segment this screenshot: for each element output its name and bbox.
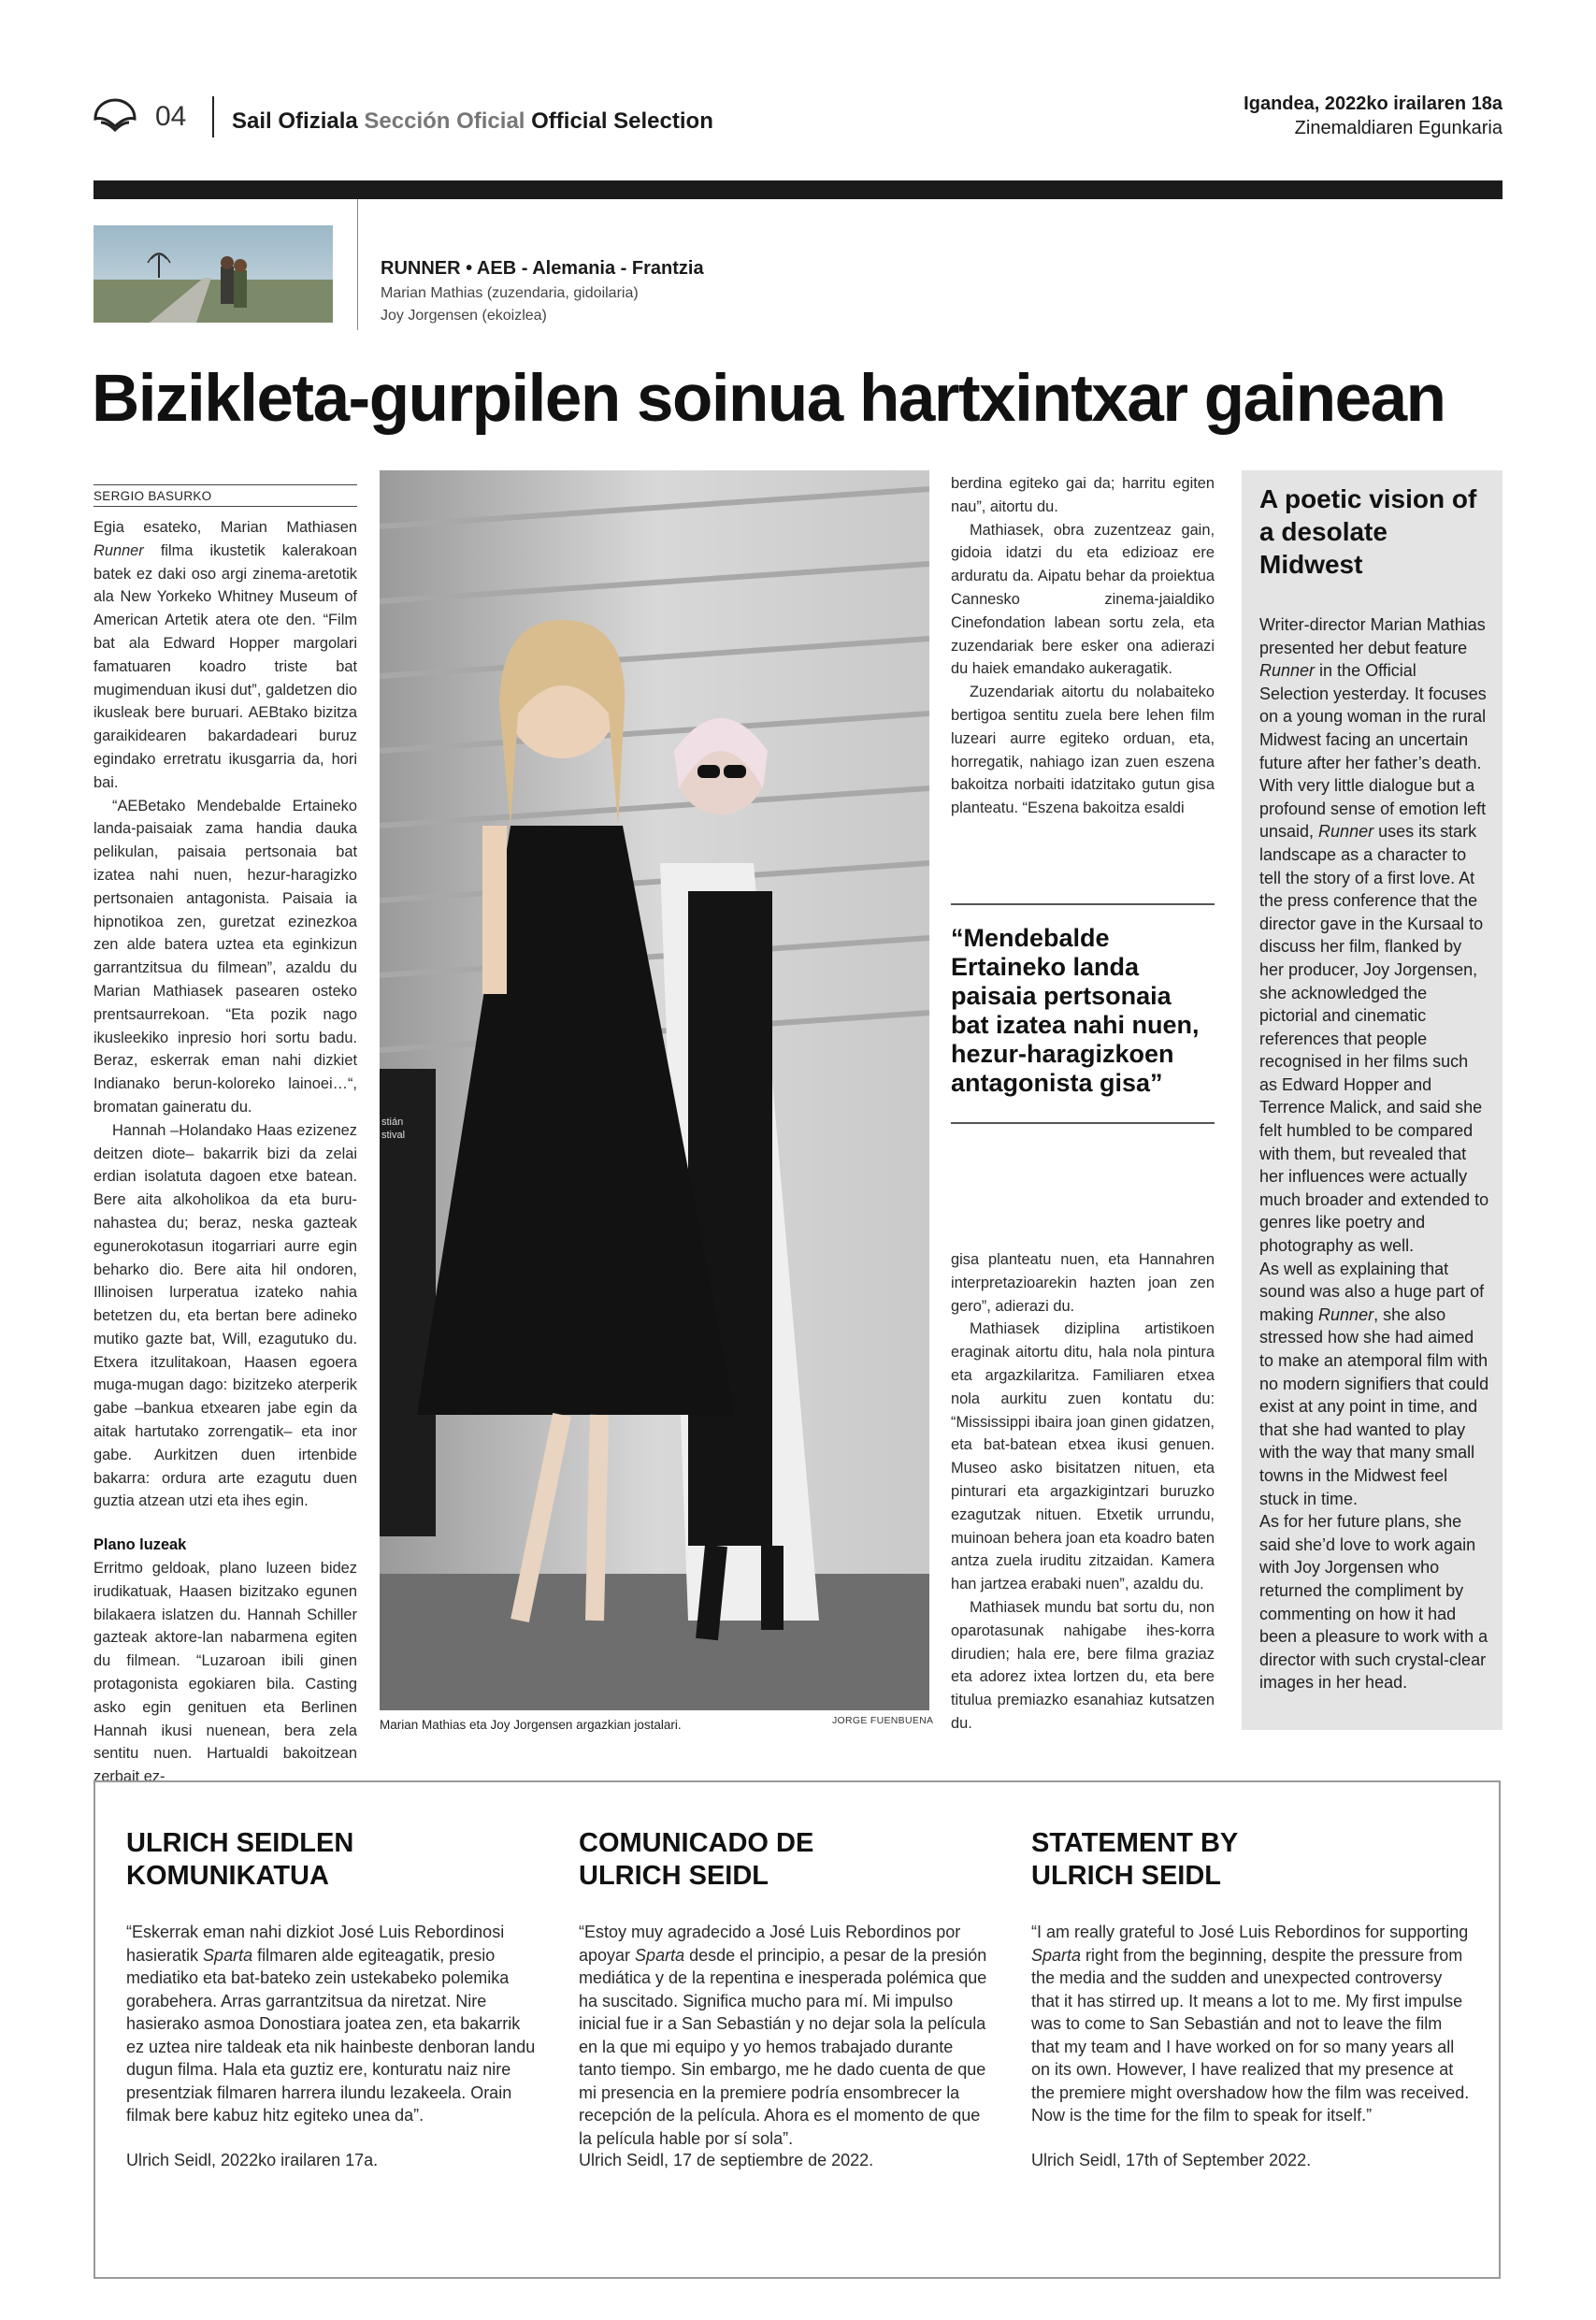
- photo-caption: Marian Mathias eta Joy Jorgensen argazkian jostalari.: [380, 1718, 682, 1732]
- statement-title-en: STATEMENT BY ULRICH SEIDL: [1031, 1828, 1238, 1891]
- paragraph: Mathiasek mundu bat sortu du, non oparotasunak nahigabe ihes-korra dirudien; hala ere, bere filma graziaz eta adorez ixtea lortzen du, eta bere titulua premiazko esanahiaz kutsatzen du.: [951, 1598, 1215, 1732]
- header-divider: [212, 96, 214, 137]
- paragraph: gisa planteatu nuen, eta Hannahren interpretazioarekin hazten joan zen gero”, adierazi du.: [951, 1251, 1215, 1315]
- paragraph: Erritmo geldoak, plano luzeen bidez irudikatuak, Haasen bizitzako egunen bilakaera islatzen du. Hannah Schiller gazteak aktore-lan nabarmena egiten du filmean. “Luzaroan ibili ginen protagonista egokiaren bila. Casting asko egin genituen eta Berlinen Hannah ikusi nuenean, bera zela sentitu nuen. Hartualdi bakoitzean zerbait ez-: [93, 1560, 357, 1786]
- article-column-3-continued: [951, 1248, 1215, 1736]
- film-title: RUNNER • AEB - Alemania - Frantzia: [381, 258, 704, 279]
- paragraph: berdina egiteko gai da; harritu egiten nau”, aitortu du.: [951, 475, 1215, 515]
- pullquote-rule-top: [951, 903, 1215, 905]
- section-title: [232, 108, 713, 135]
- page-number: 04: [155, 101, 187, 132]
- section-title-en: Official Selection: [531, 108, 713, 134]
- pull-quote: “Mendebalde Ertaineko landa paisaia pertsonaia bat izatea nahi nuen, hezur-haragizkoen antagonista gisa”: [951, 924, 1200, 1097]
- paragraph: As for her future plans, she said she’d love to work again with Joy Jorgensen who returned the compliment by commenting on how it had been a pleasure to work with a director with such crystal-clear images in her head.: [1259, 1512, 1488, 1693]
- sidebar-title: A poetic vision of a desolate Midwest: [1259, 484, 1477, 579]
- byline: SERGIO BASURKO: [93, 484, 357, 507]
- film-credit-director: Marian Mathias (zuzendaria, gidoilaria): [381, 285, 639, 301]
- section-title-eu: Sail Ofiziala: [232, 108, 358, 134]
- paragraph: Writer-director Marian Mathias presented her debut feature Runner in the Official Selection yesterday. It focuses on a young woman in the rural Midwest facing an uncertain future after her father’s death. With very little dialogue but a profound sense of emotion left unsaid, Runner uses its stark landscape as a character to tell the story of a first love. At the press conference that the director gave in the Kursaal to discuss her film, flanked by her producer, Joy Jorgensen, she acknowledged the pictorial and cinematic references that people recognised in her films such as Edward Hopper and Terrence Malick, and said she felt humbled to be compared with them, but revealed that her influences were actually much broader and extended to genres like poetry and photography as well.: [1259, 615, 1489, 1256]
- paragraph: Zuzendariak aitortu du nolabaiteko bertigoa sentitu zuela bere lehen film luzeari aurre egiteko orduan, eta, horregatik, nahiago izan zuen eszena bakoitza norbaiti idatzitako gutun gisa planteatu. “Eszena bakoitza esaldi: [951, 684, 1215, 817]
- statement-body-es: “Estoy muy agradecido a José Luis Rebordinos por apoyar Sparta desde el principio, a pesar de la presión mediática y de la repentina e inesperada polémica que ha suscitado. Significa mucho para mí. Mi impulso inicial fue ir a San Sebastián y no dejar sola la película en la que mi equipo y yo hemos trabajado durante tanto tiempo. Sin embargo, me he dado cuenta de que mi presencia en la premiere podría ensombrecer la recepción de la película. Ahora es el momento de que la película hable por sí sola”.: [579, 1923, 987, 2148]
- article-column-3: [951, 472, 1215, 820]
- film-info-divider: [357, 199, 358, 330]
- article-photo: [380, 470, 929, 1710]
- statement-signature-en: Ulrich Seidl, 17th of September 2022.: [1031, 2151, 1312, 2169]
- section-title-es: Sección Oficial: [364, 108, 525, 134]
- film-credit-producer: Joy Jorgensen (ekoizlea): [381, 308, 547, 324]
- sign-text: stián: [381, 1117, 404, 1128]
- statement-signature-eu: Ulrich Seidl, 2022ko irailaren 17a.: [126, 2151, 379, 2169]
- statement-body-en: “I am really grateful to José Luis Rebordinos for supporting Sparta right from the beginning, despite the pressure from the media and the sudden and unexpected controversy that it has stirred up. It means a lot to me. My first impulse was to come to San Sebastián and not to leave the film that my team and I have worked on for so many years all on its own. However, I have realized that my presence at the premiere might overshadow how the film was received. Now is the time for the film to speak for itself.”: [1031, 1923, 1470, 2125]
- shell-logo-icon: [92, 98, 138, 134]
- subheading: Plano luzeak: [93, 1536, 187, 1554]
- sign-text: stival: [381, 1130, 406, 1141]
- statement-title-es: COMUNICADO DE ULRICH SEIDL: [579, 1828, 814, 1891]
- article-column-1: [93, 516, 357, 1789]
- newspaper-name: Zinemaldiaren Egunkaria: [1294, 118, 1503, 138]
- paragraph: Hannah –Holandako Haas ezizenez deitzen diote– bakarrik bizi da zelai erdian isolatuta dagoen etxe batean. Bere aita alkoholikoa da eta buru-nahastea du; beraz, neska gazteak egunerokotasun itogarriari aurre egin beharko dio. Bere aita hil ondoren, Illinoisen lurperatua izateko nahia betetzen du, eta bertan bere adineko mutiko gazte bat, Will, ezagutuko du. Etxera itzulitakoan, Haasen egoera muga-mugan dago: bizitzeko aterperik gabe –bankua etxearen jabe egin da aitak hartutako zorrengatik– eta inor gabe. Aurkitzen duen irtenbide bakarra: ordura arte ezagutu duen guztia atzean utzi eta ihes egin.: [93, 1121, 357, 1510]
- header-rule: [93, 180, 1503, 199]
- paragraph: Mathiasek diziplina artistikoen eraginak aitortu ditu, hala nola pintura eta argazkilaritza. Familiaren etxea nola aurkitu zuen kontatu du: “Mississippi ibaira joan ginen gidatzen, eta bat-batean etxea ikusi genuen. Museo asko bisitatzen nituen, eta pinturari eta argazkigintzari buruzko ezagutzak nituen. Etxetik urrundu, muinoan behera joan eta koadro baten antza zuela iruditu zitzaidan. Kamera han jartzea erabaki nuen”, azaldu du.: [951, 1320, 1215, 1593]
- photo-credit: JORGE FUENBUENA: [832, 1715, 934, 1726]
- issue-date: Igandea, 2022ko irailaren 18a: [1244, 94, 1503, 114]
- statement-body-eu: “Eskerrak eman nahi dizkiot José Luis Rebordinosi hasieratik Sparta filmaren alde egiteagatik, presio mediatiko eta bat-bateko zein ustekabeko polemika gorabehera. Arras garrantzitsua da niretzat. Nire hasierako asmoa Donostiara joatea zen, eta bakarrik ez uztea nire taldeak eta nik hainbeste denboran landu dugun filma. Hala eta guztiz ere, konturatu naiz nire presentziak filmaren harrera ilundu lezakeela. Orain filmak bere kabuz hitz egiteko unea da”.: [126, 1923, 536, 2125]
- paragraph: “AEBetako Mendebalde Ertaineko landa-paisaiak zama handia dauka pelikulan, paisaia pertsonaia bat izatea nahi nuen, hezur-haragizko pertsonaien antagonista. Paisaia ia hipnotikoa zen, guretzat ezinezkoa zen alde batera uztea eta eginkizun garrantzitsua du filmean”, azaldu du Marian Mathiasek pasearen osteko prentsaurrekoan. “Eta pozik nago ikusleekiko inpresio hori sortu badu. Beraz, eskerrak eman nahi dizkiet Indianako berun-koloreko lainoei…“, bromatan gaineratu du.: [93, 797, 357, 1116]
- sidebar-body: [1259, 613, 1489, 1694]
- article-headline: Bizikleta-gurpilen soinua hartxintxar gainean: [92, 362, 1445, 436]
- pullquote-rule-bottom: [951, 1122, 1215, 1124]
- paragraph: Mathiasek, obra zuzentzeaz gain, gidoia idatzi du eta edizioaz ere arduratu da. Aipatu behar da proiektua Cannesko zinema-jaialdiko Cinefondation labean sortu zela, eta zuzendariak bere esker ona adierazi du haiek emandako aukeragatik.: [951, 521, 1215, 678]
- film-still-thumbnail: [93, 225, 333, 323]
- paragraph: As well as explaining that sound was also a huge part of making Runner, she also stressed how she had aimed to make an atemporal film with no modern signifiers that could exist at any point in time, and that she had wanted to play with the way that many small towns in the Midwest feel stuck in time.: [1259, 1259, 1489, 1508]
- statement-title-eu: ULRICH SEIDLEN KOMUNIKATUA: [126, 1828, 354, 1891]
- paragraph: Egia esateko, Marian Mathiasen Runner filma ikustetik kalerakoan batek ez daki oso argi zinema-aretotik ala New Yorkeko Whitney Museum of American Artetik atera ote den. “Film bat ala Edward Hopper margolari famatuaren koadro triste bat mugimenduan ikusi dut”, galdetzen dio ikusleak bere buruari. AEBtako bizitza garaikidearen bakardadeari buruz egindako erretratu ikusgarria da, hori bai.: [93, 519, 357, 791]
- statement-signature-es: Ulrich Seidl, 17 de septiembre de 2022.: [579, 2151, 874, 2169]
